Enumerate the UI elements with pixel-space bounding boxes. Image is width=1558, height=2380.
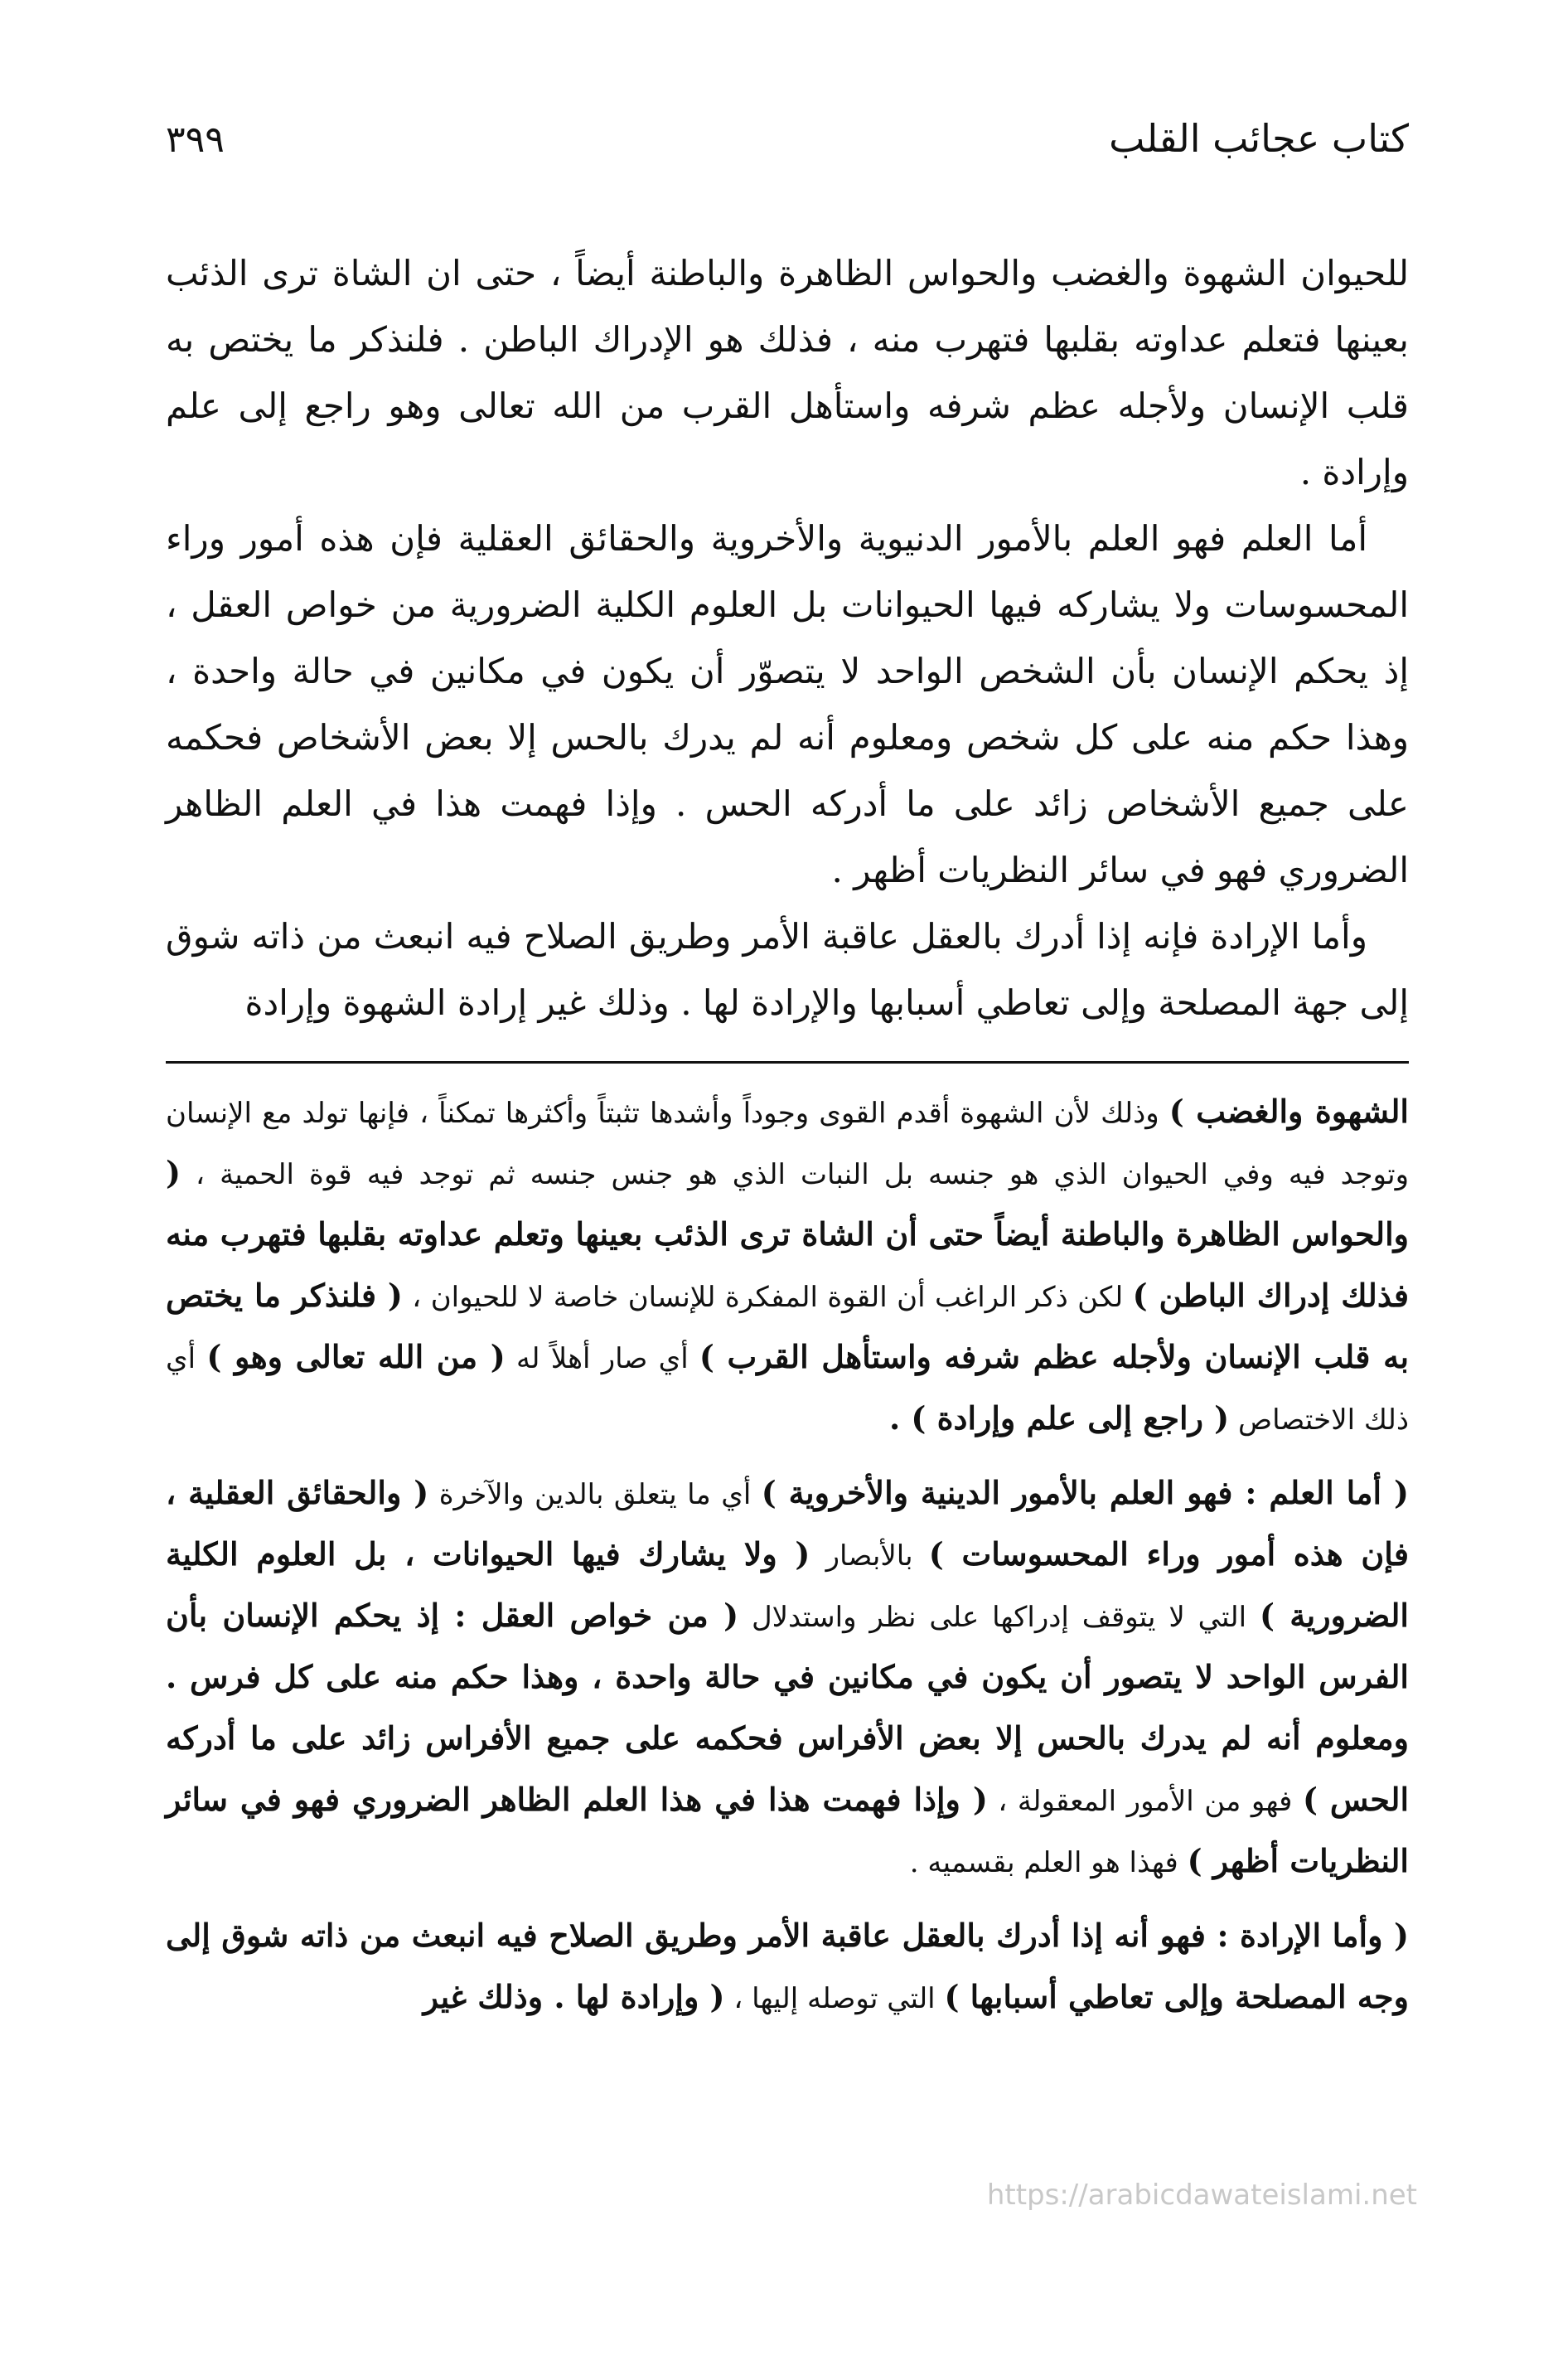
quoted-text: ( وإرادة لها . وذلك غير [423,1978,725,2015]
quoted-text: ( فلنذكر ما يختص به قلب الإنسان ولأجله عظم شرفه واستأهل القرب ) [166,1277,1410,1375]
commentary-text: أي ما يتعلق بالدين والآخرة [428,1478,762,1511]
main-text [166,240,1409,1036]
quoted-text: ( أما العلم : فهو العلم بالأمور الدينية والأخروية ) [761,1474,1409,1511]
quoted-text: ( والحواس الظاهرة والباطنة أيضاً حتى أن الشاة ترى الذئب بعينها وتعلم عداوته بقلبها فتهرب منه فذلك إدراك الباطن ) [166,1154,1409,1314]
main-paragraph-2: أما العلم فهو العلم بالأمور الدنيوية والأخروية والحقائق العقلية فإن هذه أمور وراء المحسوسات ولا يشاركه فيها الحيوانات بل العلوم الكلية الضرورية من خواص العقل ، إذ يحكم الإنسان بأن الشخص الواحد لا يتصوّر أن يكون في مكانين في حالة واحدة ، وهذا حكم منه على كل شخص ومعلوم أنه لم يدرك بالحس إلا بعض الأشخاص فحكمه على جميع الأشخاص زائد على ما أدركه الحس . وإذا فهمت هذا في العلم الظاهر الضروري فهو في سائر النظريات أظهر . [166,518,1409,890]
commentary [166,1082,1409,2029]
commentary-text: فهو من الأمور المعقولة ، [987,1785,1303,1818]
quoted-text: ( والحقائق العقلية ، فإن هذه أمور وراء المحسوسات ) [166,1474,1410,1573]
commentary-text: التي لا يتوقف إدراكها على نظر واستدلال [738,1601,1260,1634]
commentary-text: التي توصله إليها ، [724,1982,945,2015]
main-paragraph-3: وأما الإرادة فإنه إذا أدرك بالعقل عاقبة الأمر وطريق الصلاح فيه انبعث من ذاته شوق إلى جهة المصلحة وإلى تعاطي أسبابها والإرادة لها . وذلك غير إرادة الشهوة وإرادة [166,916,1409,1023]
commentary-paragraph-1 [166,1082,1409,1450]
quoted-text: ( وأما الإرادة : فهو أنه إذا أدرك بالعقل عاقبة الأمر وطريق الصلاح فيه انبعث من ذاته شوق إلى وجه المصلحة وإلى تعاطي أسبابها ) [166,1917,1409,2015]
commentary-text: لكن ذكر الراغب أن القوة المفكرة للإنسان خاصة لا للحيوان ، [402,1281,1133,1314]
quoted-text: ( ولا يشارك فيها الحيوانات ، بل العلوم الكلية الضرورية ) [166,1535,1409,1634]
main-paragraph-1: للحيوان الشهوة والغضب والحواس الظاهرة والباطنة أيضاً ، حتى ان الشاة ترى الذئب بعينها فتعلم عداوته بقلبها فتهرب منه ، فذلك هو الإدراك الباطن . فلنذكر ما يختص به قلب الإنسان ولأجله عظم شرفه واستأهل القرب من الله تعالى وهو راجع إلى علم وإرادة . [166,253,1409,492]
commentary-text: أي ذلك الاختصاص [166,1342,1409,1437]
quoted-text: ( من الله تعالى وهو ) [206,1338,506,1375]
book-page [166,116,1409,2042]
commentary-text: بالأبصار [810,1539,929,1573]
commentary-text: أي صار أهلاً له [505,1342,699,1375]
page-header [166,116,1409,207]
page-number: ٣٩٩ [166,119,225,161]
commentary-text: فهذا هو العلم بقسميه . [909,1846,1188,1879]
commentary-divider [166,1061,1409,1064]
source-watermark: https://arabicdawateislami.net [986,2179,1417,2212]
commentary-paragraph-3 [166,1906,1409,2029]
quoted-text: ( من خواص العقل : إذ يحكم الإنسان بأن الفرس الواحد لا يتصور أن يكون في مكانين في حالة واحدة ، وهذا حكم منه على كل فرس . ومعلوم أنه لم يدرك بالحس إلا بعض الأفراس فحكمه على جميع الأفراس زائد على ما أدركه الحس ) [166,1597,1410,1818]
commentary-text: وذلك لأن الشهوة أقدم القوى وجوداً وأشدها تثبتاً وأكثرها تمكناً ، فإنها تولد مع الإنسان وتوجد فيه وفي الحيوان الذي هو جنسه بل النبات الذي هو جنس جنسه ثم توجد فيه قوة الحمية ، [166,1097,1409,1191]
quoted-text: الشهوة والغضب ) [1168,1093,1409,1130]
quoted-text: ( وإذا فهمت هذا في هذا العلم الظاهر الضروري فهو في سائر النظريات أظهر ) [166,1781,1409,1879]
running-title: كتاب عجائب القلب [1109,116,1409,161]
commentary-paragraph-2 [166,1463,1409,1893]
quoted-text: ( راجع إلى علم وإرادة ) . [888,1399,1230,1437]
